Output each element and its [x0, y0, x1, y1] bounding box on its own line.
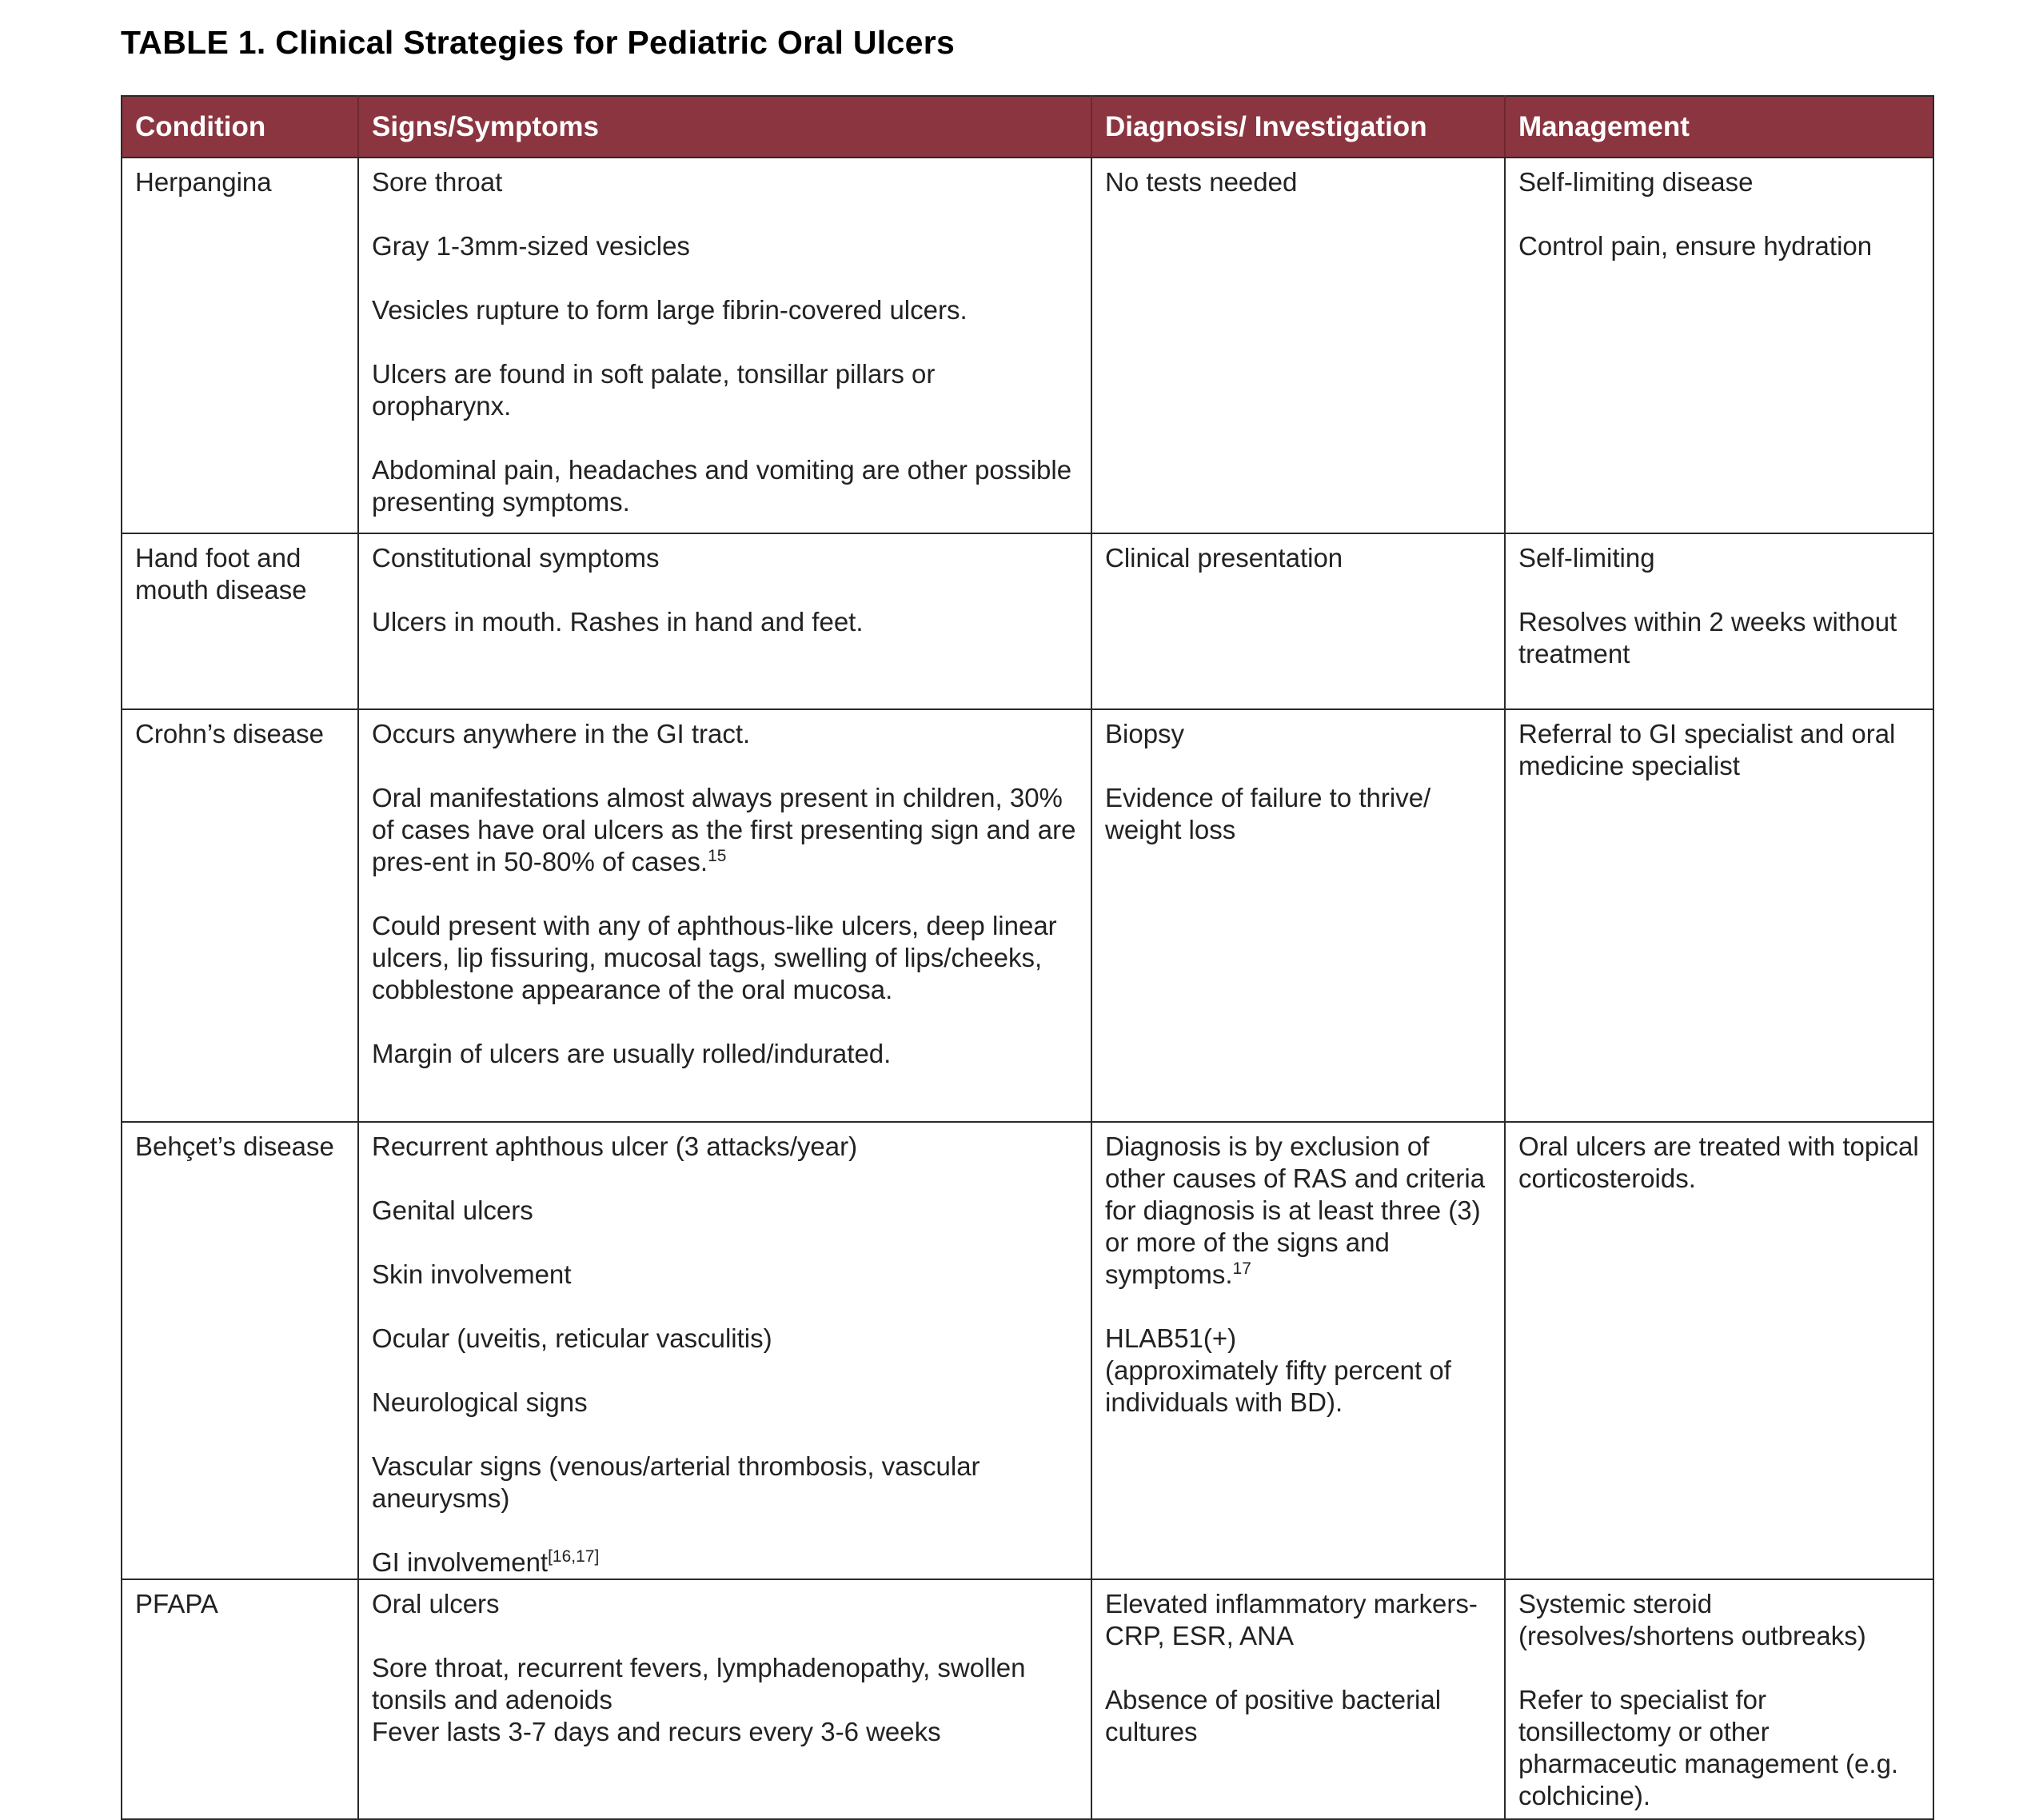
condition-cell [122, 158, 358, 533]
clinical-strategies-table [121, 95, 1934, 1820]
condition-name: Crohn’s disease [135, 719, 325, 748]
header-management: Management [1505, 96, 1933, 158]
diagnosis-item: Elevated inflammatory markers-CRP, ESR, ANA [1105, 1589, 1478, 1650]
diagnosis-cell [1091, 1122, 1505, 1579]
management-item: Resolves within 2 weeks without treatment [1518, 607, 1897, 669]
condition-cell [122, 1122, 358, 1579]
sign-item: Genital ulcers [372, 1195, 533, 1225]
management-cell [1505, 158, 1933, 533]
sign-item: Sore throat [372, 167, 503, 197]
header-condition: Condition [122, 96, 358, 158]
reference-superscript: 15 [708, 847, 727, 865]
table-row [122, 1122, 1933, 1579]
sign-line: Sore throat, recurrent fevers, lymphadenopathy, swollen tonsils and adenoids [372, 1653, 1026, 1714]
sign-item: Could present with any of aphthous-like ulcers, deep linear ulcers, lip fissuring, mucosal tags, swelling of lips/cheeks, cobblestone appearance of the oral mucosa. [372, 911, 1057, 1004]
diagnosis-item-with-ref [1105, 1131, 1491, 1291]
management-cell [1505, 709, 1933, 1122]
management-item: Oral ulcers are treated with topical corticosteroids. [1518, 1132, 1919, 1193]
sign-line: Fever lasts 3-7 days and recurs every 3-6 weeks [372, 1717, 941, 1746]
sign-item: Margin of ulcers are usually rolled/indurated. [372, 1039, 892, 1068]
condition-name: Hand foot and mouth disease [135, 543, 307, 605]
table-row [122, 158, 1933, 533]
header-row [122, 96, 1933, 158]
management-item: Referral to GI specialist and oral medicine specialist [1518, 719, 1896, 780]
diagnosis-item: Clinical presentation [1105, 543, 1343, 573]
diagnosis-line: (approximately fifty percent of individuals with BD). [1105, 1355, 1451, 1417]
table-row [122, 1579, 1933, 1819]
sign-item: Neurological signs [372, 1387, 588, 1417]
diagnosis-cell [1091, 533, 1505, 709]
condition-cell [122, 533, 358, 709]
condition-name: PFAPA [135, 1589, 218, 1618]
header-signs-symptoms: Signs/Symptoms [358, 96, 1091, 158]
management-cell [1505, 1579, 1933, 1819]
signs-cell [358, 709, 1091, 1122]
sign-item: Abdominal pain, headaches and vomiting are other possible presenting symptoms. [372, 455, 1072, 517]
condition-cell [122, 709, 358, 1122]
diagnosis-cell [1091, 709, 1505, 1122]
reference-superscript: 17 [1232, 1259, 1251, 1278]
table-row [122, 709, 1933, 1122]
management-cell [1505, 533, 1933, 709]
diagnosis-item: No tests needed [1105, 167, 1298, 197]
sign-item: Ulcers are found in soft palate, tonsillar pillars or oropharynx. [372, 359, 936, 421]
sign-text: Oral manifestations almost always present in children, 30% of cases have oral ulcers as the first presenting sign and are pres-ent in 50-80% of cases. [372, 783, 1076, 876]
diagnosis-item: Biopsy [1105, 719, 1185, 748]
management-item: Control pain, ensure hydration [1518, 231, 1873, 261]
sign-item: Recurrent aphthous ulcer (3 attacks/year) [372, 1132, 858, 1161]
sign-item: Gray 1-3mm-sized vesicles [372, 231, 690, 261]
sign-item [372, 1652, 1078, 1748]
management-cell [1505, 1122, 1933, 1579]
signs-cell [358, 158, 1091, 533]
reference-superscript: [16,17] [548, 1547, 600, 1566]
management-item: Refer to specialist for tonsillectomy or other pharmaceutic management (e.g. colchicine). [1518, 1685, 1899, 1810]
header-diagnosis-investigation: Diagnosis/ Investigation [1091, 96, 1505, 158]
sign-item: Oral ulcers [372, 1589, 500, 1618]
diagnosis-item [1105, 1323, 1491, 1419]
sign-item: Vesicles rupture to form large fibrin-covered ulcers. [372, 295, 968, 325]
diagnosis-cell [1091, 1579, 1505, 1819]
management-item: Self-limiting [1518, 543, 1655, 573]
condition-cell [122, 1579, 358, 1819]
management-item: Systemic steroid (resolves/shortens outbreaks) [1518, 1589, 1866, 1650]
signs-cell [358, 1122, 1091, 1579]
sign-item: Vascular signs (venous/arterial thrombosis, vascular aneurysms) [372, 1451, 980, 1513]
condition-name: Behçet’s disease [135, 1132, 334, 1161]
sign-item: Occurs anywhere in the GI tract. [372, 719, 751, 748]
signs-cell [358, 533, 1091, 709]
sign-item: Ocular (uveitis, reticular vasculitis) [372, 1323, 772, 1353]
table-title: TABLE 1. Clinical Strategies for Pediatric Oral Ulcers [121, 24, 956, 61]
sign-item: Ulcers in mouth. Rashes in hand and feet. [372, 607, 864, 637]
sign-item-with-ref [372, 1547, 1078, 1579]
diagnosis-text: Diagnosis is by exclusion of other causes of RAS and criteria for diagnosis is at least three (3) or more of the signs and symptoms. [1105, 1132, 1486, 1289]
sign-item: Skin involvement [372, 1259, 572, 1289]
table-row [122, 533, 1933, 709]
diagnosis-item: Absence of positive bacterial cultures [1105, 1685, 1442, 1746]
management-item: Self-limiting disease [1518, 167, 1754, 197]
condition-name: Herpangina [135, 167, 272, 197]
sign-text: GI involvement [372, 1547, 549, 1577]
sign-item: Constitutional symptoms [372, 543, 660, 573]
sign-item-with-ref [372, 782, 1078, 878]
diagnosis-item: Evidence of failure to thrive/ weight loss [1105, 783, 1431, 844]
diagnosis-cell [1091, 158, 1505, 533]
signs-cell [358, 1579, 1091, 1819]
diagnosis-line: HLAB51(+) [1105, 1323, 1237, 1353]
